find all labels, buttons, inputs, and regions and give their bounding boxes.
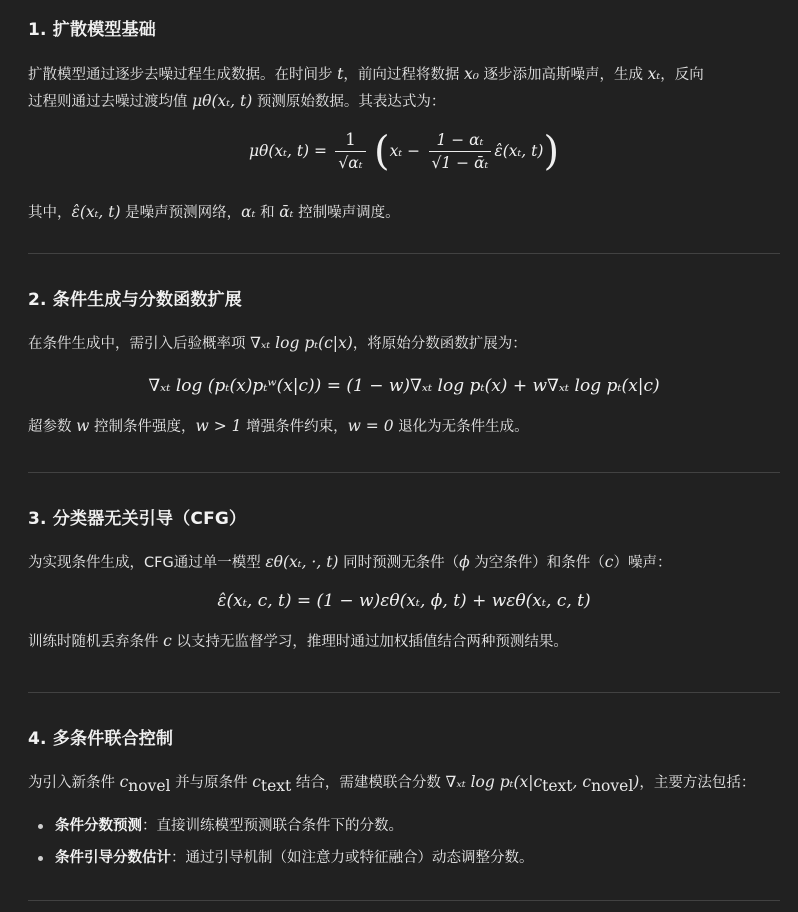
math-inline: xₜ <box>647 65 661 83</box>
divider <box>28 472 780 473</box>
section-diffusion-basics <box>28 18 780 226</box>
math-inline: c <box>604 553 614 571</box>
divider <box>28 692 780 693</box>
section-conditional-generation <box>28 288 780 440</box>
paragraph: 超参数 w 控制条件强度，w > 1 增强条件约束，w = 0 退化为无条件生成。 <box>28 417 529 435</box>
math-inline: x₀ <box>463 65 479 83</box>
math-inline: t <box>337 65 344 83</box>
math-inline: c <box>163 632 172 650</box>
math-inline: μθ(xₜ, t) <box>192 92 253 110</box>
math-inline: ε̂(xₜ, t) <box>71 203 121 221</box>
math-inline: αₜ <box>241 203 256 221</box>
divider <box>28 253 780 254</box>
math-inline: $c_{novel}$ <box>119 773 171 796</box>
bullet-icon <box>38 824 43 829</box>
section-title: 1. 扩散模型基础 <box>28 20 157 40</box>
section-title: 4. 多条件联合控制 <box>28 729 174 749</box>
equation-score: ∇ₓₜ log (pₜ(x)pₜʷ(x|c)) = (1 − w)∇ₓₜ log pₜ(x) + w∇ₓₜ log pₜ(x|c) <box>148 376 660 396</box>
method-list <box>28 813 780 871</box>
math-inline: w <box>76 417 90 435</box>
list-item: 条件分数预测：直接训练模型预测联合条件下的分数。 <box>28 813 780 839</box>
fraction: $\frac{\text{1 − αₜ}}{\text{√1 − ᾱₜ}}$ <box>429 129 492 174</box>
paragraph: 扩散模型通过逐步去噪过程生成数据。在时间步 t，前向过程将数据 x₀ 逐步添加高斯噪声，生成 xₜ，反向 过程则通过去噪过渡均值 μθ(xₜ, t) 预测原始数据。其表达式为： <box>28 65 704 110</box>
section-title: 2. 条件生成与分数函数扩展 <box>28 290 243 310</box>
math-inline: w > 1 <box>195 417 242 435</box>
paragraph: 在条件生成中，需引入后验概率项 ∇ₓₜ log pₜ(c|x)，将原始分数函数扩展为： <box>28 334 527 352</box>
math-inline: εθ(xₜ, ·, t) <box>265 553 339 571</box>
paragraph: 其中，ε̂(xₜ, t) 是噪声预测网络，αₜ 和 ᾱₜ 控制噪声调度。 <box>28 203 400 221</box>
math-inline: $c_{text}$ <box>252 773 292 796</box>
math-inline: w = 0 <box>347 417 394 435</box>
equation-cfg: ε̂(xₜ, c, t) = (1 − w)εθ(xₜ, ϕ, t) + wεθ(xₜ, c, t) <box>217 591 591 611</box>
bullet-icon <box>38 856 43 861</box>
fraction: $\frac{1}{\text{√αₜ}}$ <box>335 129 365 174</box>
math-inline: ∇ₓₜ $\log p_t(x|c_{text}$, $c_{novel}$) <box>445 773 640 796</box>
paragraph: 为实现条件生成，CFG通过单一模型 εθ(xₜ, ·, t) 同时预测无条件（ϕ 为空条件）和条件（c）噪声： <box>28 553 672 571</box>
section-multi-condition <box>28 727 780 877</box>
section-title: 3. 分类器无关引导（CFG） <box>28 509 247 529</box>
paragraph: 训练时随机丢弃条件 c 以支持无监督学习，推理时通过加权插值结合两种预测结果。 <box>28 632 568 650</box>
divider <box>28 900 780 901</box>
list-item: 条件引导分数估计：通过引导机制（如注意力或特征融合）动态调整分数。 <box>28 845 780 871</box>
section-cfg <box>28 507 780 655</box>
math-inline: ϕ <box>459 553 470 571</box>
math-inline: ∇ₓₜ log pₜ(c|x) <box>250 334 353 352</box>
paragraph: 为引入新条件 $c_{novel}$ 并与原条件 $c_{text}$ 结合，需建模联合分数 ∇ₓₜ $\log p_t(x|c_{text}$, $c_{novel}$)，主要方法包括： <box>28 773 756 796</box>
math-inline: ᾱₜ <box>279 203 294 221</box>
equation-mean: μθ(xₜ, t) = $\frac{1}{\text{√αₜ}}$ (xₜ − $\frac{\text{1 − αₜ}}{\text{√1 − ᾱₜ}}$ ε̂(xₜ, t)) <box>248 128 560 175</box>
